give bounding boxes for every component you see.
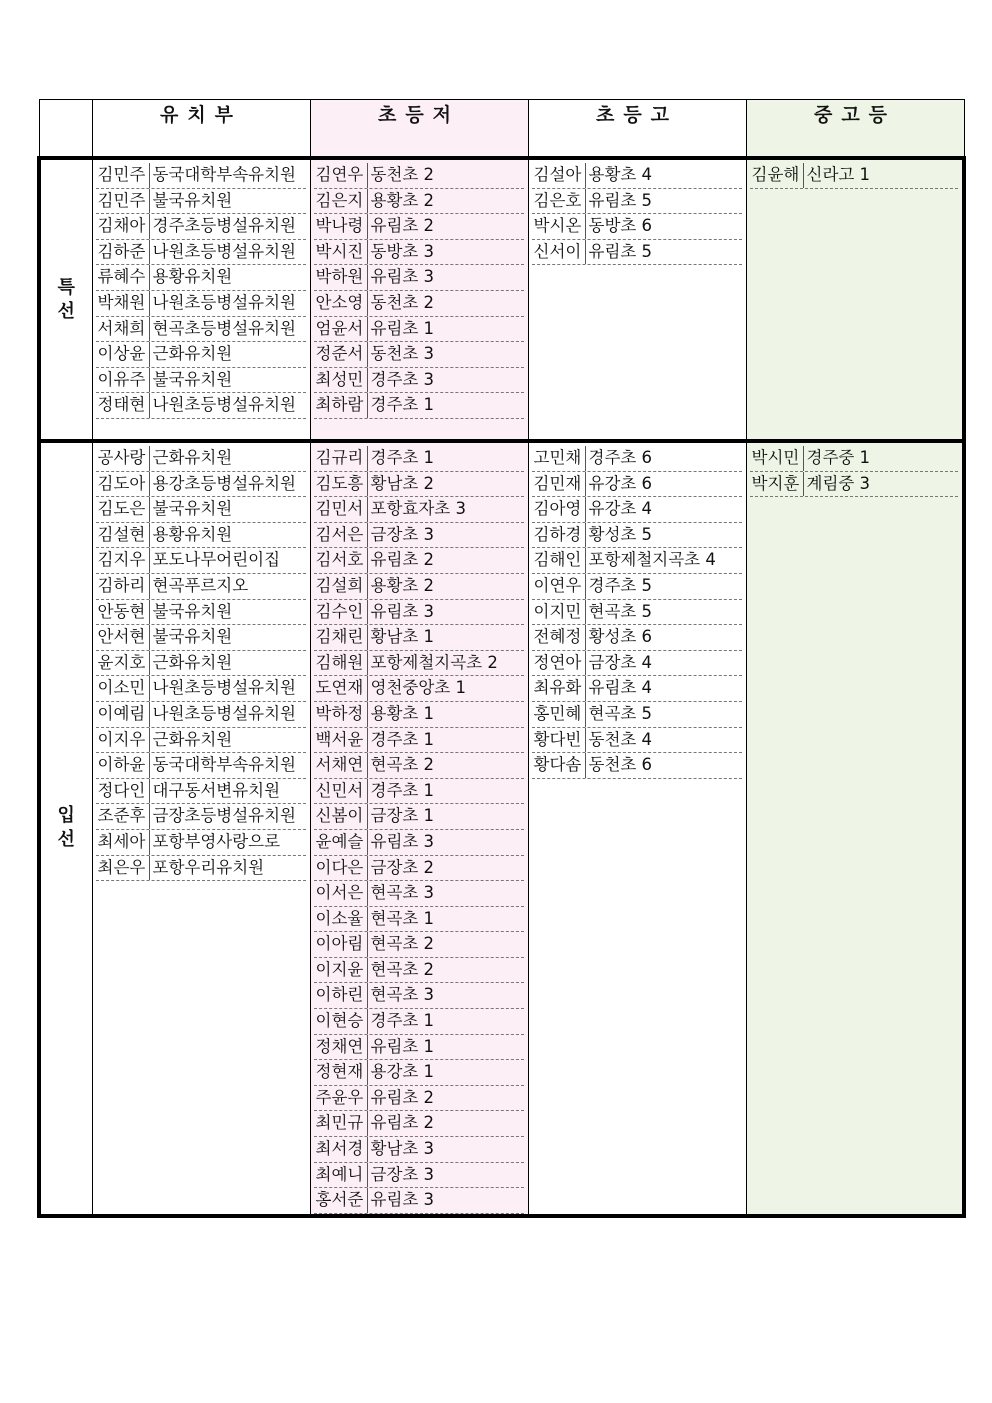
student-name: 박하정 [314, 702, 368, 727]
results-sheet [37, 99, 962, 1218]
list-item [96, 676, 306, 702]
list-item [532, 214, 742, 240]
school-name: 용강초등병설유치원 [152, 473, 296, 493]
middle-high-cell [746, 158, 964, 441]
upper-elementary-cell [528, 441, 746, 1216]
list-item [314, 830, 524, 856]
list-item [96, 804, 306, 830]
list-item [532, 472, 742, 498]
student-name: 김은호 [532, 189, 586, 214]
student-name: 이소율 [314, 907, 368, 932]
school-name: 용황유치원 [152, 267, 233, 287]
school-name: 현곡초 2 [370, 934, 435, 954]
school-name: 동천초 4 [588, 729, 653, 749]
list-item [96, 497, 306, 523]
student-name: 신민서 [314, 779, 368, 804]
student-name: 조준후 [96, 804, 150, 829]
list-item [532, 625, 742, 651]
school-name: 나원초등병설유치원 [152, 395, 296, 415]
school-name: 황남초 1 [370, 627, 435, 647]
student-name: 이하린 [314, 983, 368, 1008]
school-name: 나원초등병설유치원 [152, 241, 296, 261]
school-name: 근화유치원 [152, 448, 233, 467]
school-name: 황성초 6 [588, 627, 653, 647]
student-name: 안서현 [96, 625, 150, 650]
student-name: 김하경 [532, 523, 586, 548]
list-item [314, 240, 524, 266]
list-item [96, 651, 306, 677]
list-item [314, 1163, 524, 1189]
student-name: 김채린 [314, 625, 368, 650]
school-name: 포항제철지곡초 4 [588, 550, 716, 570]
student-name: 이서은 [314, 881, 368, 906]
school-name: 금장초등병설유치원 [152, 806, 296, 826]
list-item [532, 702, 742, 728]
student-name: 김하준 [96, 240, 150, 265]
list-item [314, 163, 524, 189]
student-name: 김지우 [96, 548, 150, 573]
school-name: 근화유치원 [152, 652, 233, 672]
list-item [314, 497, 524, 523]
student-name: 신서이 [532, 240, 586, 265]
list-item [314, 317, 524, 343]
school-name: 동방초 6 [588, 216, 653, 236]
list-item [314, 983, 524, 1009]
school-name: 유림초 5 [588, 241, 653, 261]
school-name: 포항부영사랑으로 [152, 831, 281, 851]
list-item [314, 651, 524, 677]
school-name: 동국대학부속유치원 [152, 755, 296, 775]
header-lower-elementary: 초등저 [310, 100, 528, 159]
student-name: 공사랑 [96, 446, 150, 471]
student-name: 정준서 [314, 342, 368, 367]
school-name: 동천초 3 [370, 344, 435, 364]
school-name: 유림초 1 [370, 318, 435, 338]
list-item [314, 1035, 524, 1061]
student-name: 김민주 [96, 163, 150, 188]
list-item [532, 753, 742, 779]
list-item [532, 523, 742, 549]
student-name: 김도흥 [314, 472, 368, 497]
list-item [96, 265, 306, 291]
list-item [314, 907, 524, 933]
list-item [532, 651, 742, 677]
school-name: 용황유치원 [152, 524, 233, 544]
student-name: 홍민혜 [532, 702, 586, 727]
student-name: 김도은 [96, 497, 150, 522]
student-name: 황다솜 [532, 753, 586, 778]
school-name: 현곡초 5 [588, 703, 653, 723]
school-name: 유강초 6 [588, 473, 653, 493]
school-name: 경주초 1 [370, 448, 435, 467]
middle-high-cell [746, 441, 964, 1216]
student-name: 김설아 [532, 163, 586, 188]
list-item [314, 548, 524, 574]
list-item [96, 548, 306, 574]
list-item [314, 600, 524, 626]
student-name: 홍서준 [314, 1188, 368, 1213]
school-name: 유림초 2 [370, 1087, 435, 1107]
school-name: 금장초 4 [588, 652, 653, 672]
school-name: 대구동서변유치원 [152, 780, 281, 800]
student-name: 이지우 [96, 728, 150, 753]
student-name: 이지윤 [314, 958, 368, 983]
student-name: 김아영 [532, 497, 586, 522]
section-label [39, 158, 92, 441]
student-name: 김도아 [96, 472, 150, 497]
student-name: 정다인 [96, 779, 150, 804]
school-name: 금장초 3 [370, 524, 435, 544]
school-name: 불국유치원 [152, 601, 233, 621]
student-name: 김윤해 [750, 163, 804, 188]
student-name: 엄윤서 [314, 317, 368, 342]
header-middle-high: 중고등 [746, 100, 964, 159]
school-name: 영천중앙초 1 [370, 678, 466, 698]
student-name: 김하리 [96, 574, 150, 599]
school-name: 근화유치원 [152, 344, 233, 364]
student-name: 이상윤 [96, 342, 150, 367]
list-item [314, 1188, 524, 1214]
student-name: 윤예슬 [314, 830, 368, 855]
school-name: 동천초 6 [588, 755, 653, 775]
student-name: 이소민 [96, 676, 150, 701]
school-name: 황남초 3 [370, 1139, 435, 1159]
list-item [96, 291, 306, 317]
school-name: 경주초 6 [588, 448, 653, 467]
list-item [532, 600, 742, 626]
school-name: 유림초 2 [370, 1113, 435, 1133]
school-name: 나원초등병설유치원 [152, 703, 296, 723]
list-item [532, 574, 742, 600]
list-item [314, 1137, 524, 1163]
lower-elementary-cell [310, 158, 528, 441]
school-name: 포항효자초 3 [370, 499, 466, 519]
school-name: 유림초 2 [370, 216, 435, 236]
student-name: 김연우 [314, 163, 368, 188]
list-item [750, 163, 959, 189]
list-item [314, 1009, 524, 1035]
school-name: 동천초 2 [370, 292, 435, 312]
school-name: 용강초 1 [370, 1062, 435, 1082]
student-name: 이유주 [96, 368, 150, 393]
list-item [532, 548, 742, 574]
student-name: 이예림 [96, 702, 150, 727]
school-name: 경주초 1 [370, 395, 435, 415]
list-item [96, 240, 306, 266]
header-upper-elementary: 초등고 [528, 100, 746, 159]
student-name: 박채원 [96, 291, 150, 316]
school-name: 금장초 3 [370, 1164, 435, 1184]
school-name: 유강초 4 [588, 499, 653, 519]
list-item [750, 446, 959, 472]
list-item [532, 728, 742, 754]
list-item [96, 214, 306, 240]
list-item [96, 753, 306, 779]
list-item [96, 600, 306, 626]
student-name: 김해원 [314, 651, 368, 676]
student-name: 정연아 [532, 651, 586, 676]
list-item [314, 368, 524, 394]
results-table [37, 99, 966, 1218]
section-special-award [39, 158, 964, 441]
student-name: 이아림 [314, 932, 368, 957]
school-name: 나원초등병설유치원 [152, 292, 296, 312]
header-row [39, 100, 964, 159]
list-item [96, 446, 306, 472]
list-item [96, 830, 306, 856]
list-item [314, 1086, 524, 1112]
list-item [96, 728, 306, 754]
header-kindergarten: 유치부 [92, 100, 310, 159]
student-name: 서채희 [96, 317, 150, 342]
school-name: 동방초 3 [370, 241, 435, 261]
student-name: 이다은 [314, 856, 368, 881]
school-name: 경주초 1 [370, 1011, 435, 1031]
school-name: 계림중 3 [806, 473, 871, 493]
school-name: 금장초 1 [370, 806, 435, 826]
student-name: 김해인 [532, 548, 586, 573]
kindergarten-cell [92, 158, 310, 441]
list-item [96, 472, 306, 498]
list-item [314, 881, 524, 907]
student-name: 김규리 [314, 446, 368, 471]
school-name: 불국유치원 [152, 369, 233, 389]
list-item [96, 317, 306, 343]
list-item [314, 702, 524, 728]
upper-elementary-cell [528, 158, 746, 441]
student-name: 박시민 [750, 446, 804, 471]
list-item [314, 214, 524, 240]
student-name: 박시진 [314, 240, 368, 265]
school-name: 신라고 1 [806, 165, 871, 184]
list-item [314, 804, 524, 830]
school-name: 유림초 4 [588, 678, 653, 698]
school-name: 나원초등병설유치원 [152, 678, 296, 698]
list-item [314, 753, 524, 779]
school-name: 금장초 2 [370, 857, 435, 877]
list-item [96, 625, 306, 651]
student-name: 최은우 [96, 856, 150, 881]
student-name: 김서은 [314, 523, 368, 548]
list-item [314, 393, 524, 419]
list-item [314, 779, 524, 805]
school-name: 황남초 2 [370, 473, 435, 493]
list-item [96, 368, 306, 394]
school-name: 포항우리유치원 [152, 857, 265, 877]
school-name: 유림초 3 [370, 601, 435, 621]
kindergarten-cell [92, 441, 310, 1216]
student-name: 이현승 [314, 1009, 368, 1034]
school-name: 현곡초 3 [370, 883, 435, 903]
school-name: 유림초 5 [588, 190, 653, 210]
section-label-char: 특 [57, 276, 75, 298]
student-name: 이연우 [532, 574, 586, 599]
school-name: 유림초 2 [370, 550, 435, 570]
school-name: 현곡초 2 [370, 959, 435, 979]
student-name: 이하윤 [96, 753, 150, 778]
section-label-char: 선 [57, 829, 75, 851]
section-label-char: 입 [57, 805, 75, 827]
list-item [314, 1060, 524, 1086]
student-name: 최서경 [314, 1137, 368, 1162]
student-name: 김민재 [532, 472, 586, 497]
list-item [532, 497, 742, 523]
list-item [750, 472, 959, 498]
student-name: 박지훈 [750, 472, 804, 497]
student-name: 김민서 [314, 497, 368, 522]
list-item [314, 472, 524, 498]
list-item [96, 393, 306, 419]
school-name: 포항제철지곡초 2 [370, 652, 498, 672]
student-name: 최성민 [314, 368, 368, 393]
school-name: 용황초 1 [370, 703, 435, 723]
student-name: 안소영 [314, 291, 368, 316]
school-name: 현곡초 1 [370, 908, 435, 928]
student-name: 김채아 [96, 214, 150, 239]
school-name: 유림초 3 [370, 831, 435, 851]
list-item [314, 291, 524, 317]
student-name: 안동현 [96, 600, 150, 625]
list-item [314, 958, 524, 984]
school-name: 현곡초 5 [588, 601, 653, 621]
student-name: 정현재 [314, 1060, 368, 1085]
list-item [96, 856, 306, 882]
school-name: 동국대학부속유치원 [152, 165, 296, 184]
student-name: 신봄이 [314, 804, 368, 829]
list-item [532, 676, 742, 702]
school-name: 경주초 1 [370, 780, 435, 800]
school-name: 경주중 1 [806, 448, 871, 467]
student-name: 박시온 [532, 214, 586, 239]
school-name: 현곡초등병설유치원 [152, 318, 296, 338]
list-item [314, 1111, 524, 1137]
school-name: 불국유치원 [152, 499, 233, 519]
list-item [96, 702, 306, 728]
school-name: 용황초 2 [370, 575, 435, 595]
lower-elementary-cell [310, 441, 528, 1216]
student-name: 고민채 [532, 446, 586, 471]
list-item [96, 342, 306, 368]
student-name: 최유화 [532, 676, 586, 701]
student-name: 정태현 [96, 393, 150, 418]
student-name: 김은지 [314, 189, 368, 214]
student-name: 최민규 [314, 1111, 368, 1136]
school-name: 현곡초 2 [370, 755, 435, 775]
student-name: 박하원 [314, 265, 368, 290]
school-name: 포도나무어린이집 [152, 550, 281, 570]
list-item [532, 189, 742, 215]
student-name: 황다빈 [532, 728, 586, 753]
list-item [96, 779, 306, 805]
list-item [314, 625, 524, 651]
school-name: 경주초등병설유치원 [152, 216, 296, 236]
list-item [314, 676, 524, 702]
school-name: 유림초 1 [370, 1036, 435, 1056]
list-item [96, 574, 306, 600]
student-name: 서채연 [314, 753, 368, 778]
student-name: 주윤우 [314, 1086, 368, 1111]
student-name: 전혜정 [532, 625, 586, 650]
student-name: 김설현 [96, 523, 150, 548]
school-name: 황성초 5 [588, 524, 653, 544]
list-item [314, 342, 524, 368]
section-label [39, 441, 92, 1216]
list-item [314, 574, 524, 600]
school-name: 용황초 2 [370, 190, 435, 210]
school-name: 현곡푸르지오 [152, 575, 249, 595]
list-item [314, 523, 524, 549]
student-name: 김서호 [314, 548, 368, 573]
student-name: 김설희 [314, 574, 368, 599]
section-label-char: 선 [57, 300, 75, 322]
student-name: 백서윤 [314, 728, 368, 753]
school-name: 불국유치원 [152, 190, 233, 210]
school-name: 근화유치원 [152, 729, 233, 749]
school-name: 경주초 5 [588, 575, 653, 595]
student-name: 김민주 [96, 189, 150, 214]
school-name: 현곡초 3 [370, 985, 435, 1005]
school-name: 불국유치원 [152, 627, 233, 647]
list-item [96, 163, 306, 189]
list-item [314, 932, 524, 958]
student-name: 김수인 [314, 600, 368, 625]
student-name: 류혜수 [96, 265, 150, 290]
list-item [314, 728, 524, 754]
school-name: 용황초 4 [588, 165, 653, 184]
student-name: 이지민 [532, 600, 586, 625]
student-name: 윤지호 [96, 651, 150, 676]
list-item [96, 189, 306, 215]
student-name: 박나령 [314, 214, 368, 239]
section-honorable-mention [39, 441, 964, 1216]
student-name: 정채연 [314, 1035, 368, 1060]
student-name: 최하람 [314, 393, 368, 418]
school-name: 경주초 3 [370, 369, 435, 389]
school-name: 경주초 1 [370, 729, 435, 749]
header-corner-cell [39, 100, 92, 159]
school-name: 유림초 3 [370, 1190, 435, 1210]
list-item [314, 189, 524, 215]
school-name: 유림초 3 [370, 267, 435, 287]
school-name: 동천초 2 [370, 165, 435, 184]
student-name: 도연재 [314, 676, 368, 701]
list-item [532, 446, 742, 472]
list-item [314, 446, 524, 472]
list-item [314, 265, 524, 291]
list-item [96, 523, 306, 549]
student-name: 최세아 [96, 830, 150, 855]
student-name: 최예니 [314, 1163, 368, 1188]
list-item [314, 856, 524, 882]
list-item [532, 163, 742, 189]
list-item [532, 240, 742, 266]
